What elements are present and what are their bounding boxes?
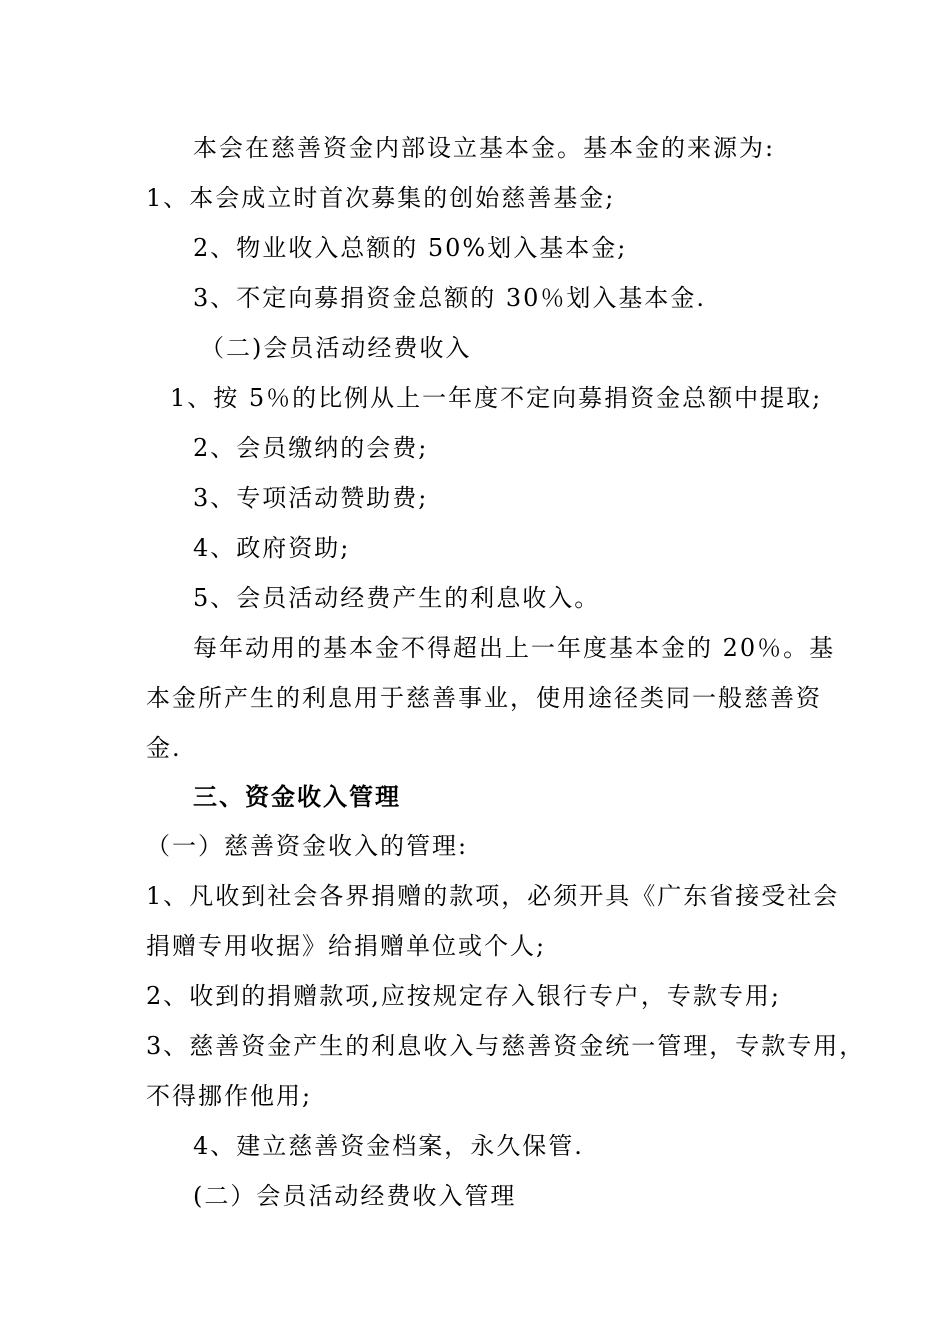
text-line-11: 每年动用的基本金不得超出上一年度基本金的 20％。基 [193,634,836,662]
text-line-16: 1、凡收到社会各界捐赠的款项，必须开具《广东省接受社会 [146,882,840,910]
section-heading: 三、资金收入管理 [193,783,401,811]
text-line-12: 本金所产生的利息用于慈善事业，使用途径类同一般慈善资 [146,684,822,712]
text-line-5: （二)会员活动经费收入 [200,334,472,362]
text-line-6: 1、按 5％的比例从上一年度不定向募捐资金总额中提取; [170,384,823,412]
text-line-9: 4、政府资助; [193,534,351,562]
text-line-4: 3、不定向募捐资金总额的 30％划入基本金. [193,284,707,312]
text-line-21: 4、建立慈善资金档案，永久保管. [193,1132,584,1160]
text-line-17: 捐赠专用收据》给捐赠单位或个人; [146,932,547,960]
text-line-10: 5、会员活动经费产生的利息收入。 [193,584,601,612]
text-line-3: 2、物业收入总额的 50%划入基本金; [193,234,628,262]
text-line-20: 不得挪作他用; [146,1082,313,1110]
text-line-15: （一）慈善资金收入的管理: [146,832,469,860]
text-line-18: 2、收到的捐赠款项,应按规定存入银行专户，专款专用; [146,982,781,1010]
text-line-7: 2、会员缴纳的会费; [193,434,429,462]
text-line-19: 3、慈善资金产生的利息收入与慈善资金统一管理，专款专用， [146,1032,866,1060]
text-line-1: 本会在慈善资金内部设立基本金。基本金的来源为: [193,134,776,162]
text-line-13: 金. [146,734,182,762]
text-line-2: 1、本会成立时首次募集的创始慈善基金; [146,184,616,212]
text-line-8: 3、专项活动赞助费; [193,484,429,512]
text-line-22: (二）会员活动经费收入管理 [193,1182,517,1210]
